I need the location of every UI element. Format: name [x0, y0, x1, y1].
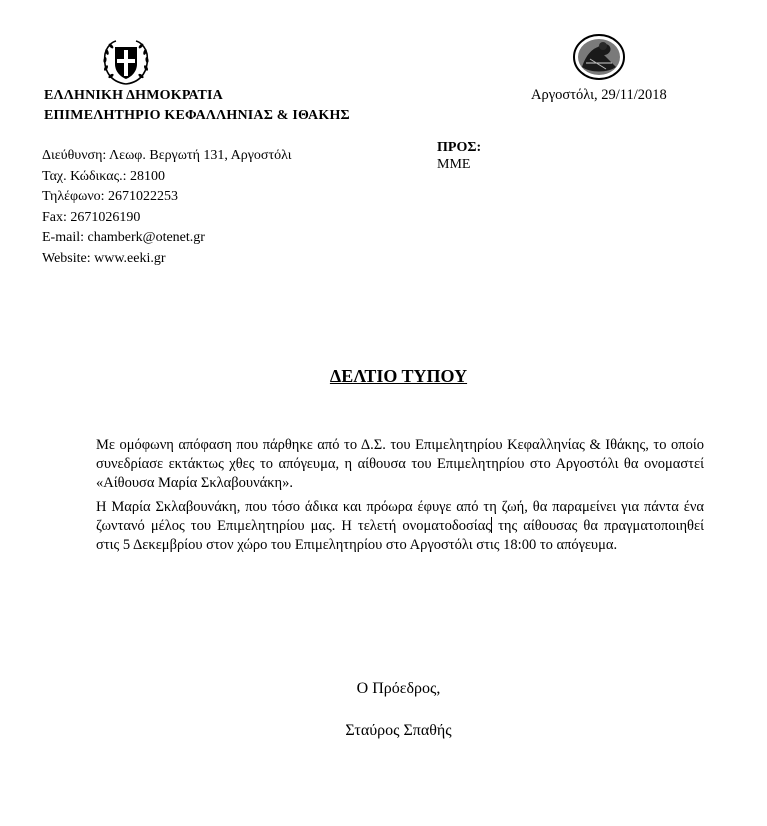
recipient-label: ΠΡΟΣ:	[437, 140, 482, 155]
body-paragraph-1[interactable]: Με ομόφωνη απόφαση που πάρθηκε από το Δ.Σ. του Επιμελητηρίου Κεφαλληνίας & Ιθάκης, το οποίο συνεδρίασε εκτάκτως χθες το απόγευμα, η αίθουσα του Επιμελητηρίου στο Αργοστόλι θα ονομαστεί «Αίθουσα Μαρία Σκλαβουνάκη».	[96, 437, 704, 491]
contact-email: E-mail: chamberk@otenet.gr	[42, 230, 205, 245]
contact-website: Website: www.eeki.gr	[42, 250, 166, 266]
greek-coat-of-arms-icon	[100, 38, 152, 86]
country-name: ΕΛΛΗΝΙΚΗ ΔΗΜΟΚΡΑΤΙΑ	[44, 88, 223, 103]
organization-name: ΕΠΙΜΕΛΗΤΗΡΙΟ ΚΕΦΑΛΛΗΝΙΑΣ & ΙΘΑΚΗΣ	[44, 108, 350, 123]
recipient-value: ΜΜΕ	[437, 157, 471, 172]
contact-block	[42, 146, 291, 269]
chamber-seal-icon	[572, 33, 626, 81]
contact-fax: Fax: 2671026190	[42, 209, 141, 225]
place-and-date: Αργοστόλι, 29/11/2018	[531, 87, 667, 103]
contact-address: Διεύθυνση: Λεωφ. Βεργωτή 131, Αργοστόλι	[42, 148, 292, 163]
paragraph-2-text-start: Η Μαρία Σκλαβουνάκη, που τόσο άδικα και πρόωρα έφυγε από τη ζωή, θα παραμείνει για πάντα ένα ζωντανό μέλος του Επιμελητηρίου μας. Η τελετή ονοματοδοσίας	[96, 499, 704, 534]
signature-title: Ο Πρόεδρος,	[356, 680, 441, 697]
contact-phone: Τηλέφωνο: 2671022253	[42, 189, 179, 204]
paragraph-2-text-end: της αίθουσας θα πραγματοποιηθεί στις 5 Δεκεμβρίου στον χώρο του Επιμελητηρίου στο Αργοστόλι στις 18:00 το απόγευμα.	[96, 518, 704, 553]
body-paragraph-2[interactable]	[96, 498, 704, 555]
contact-postal-code: Ταχ. Κώδικας.: 28100	[42, 168, 166, 184]
document-title: ΔΕΛΤΙΟ ΤΥΠΟΥ	[329, 366, 468, 386]
signature-name: Σταύρος Σπαθής	[345, 722, 452, 739]
